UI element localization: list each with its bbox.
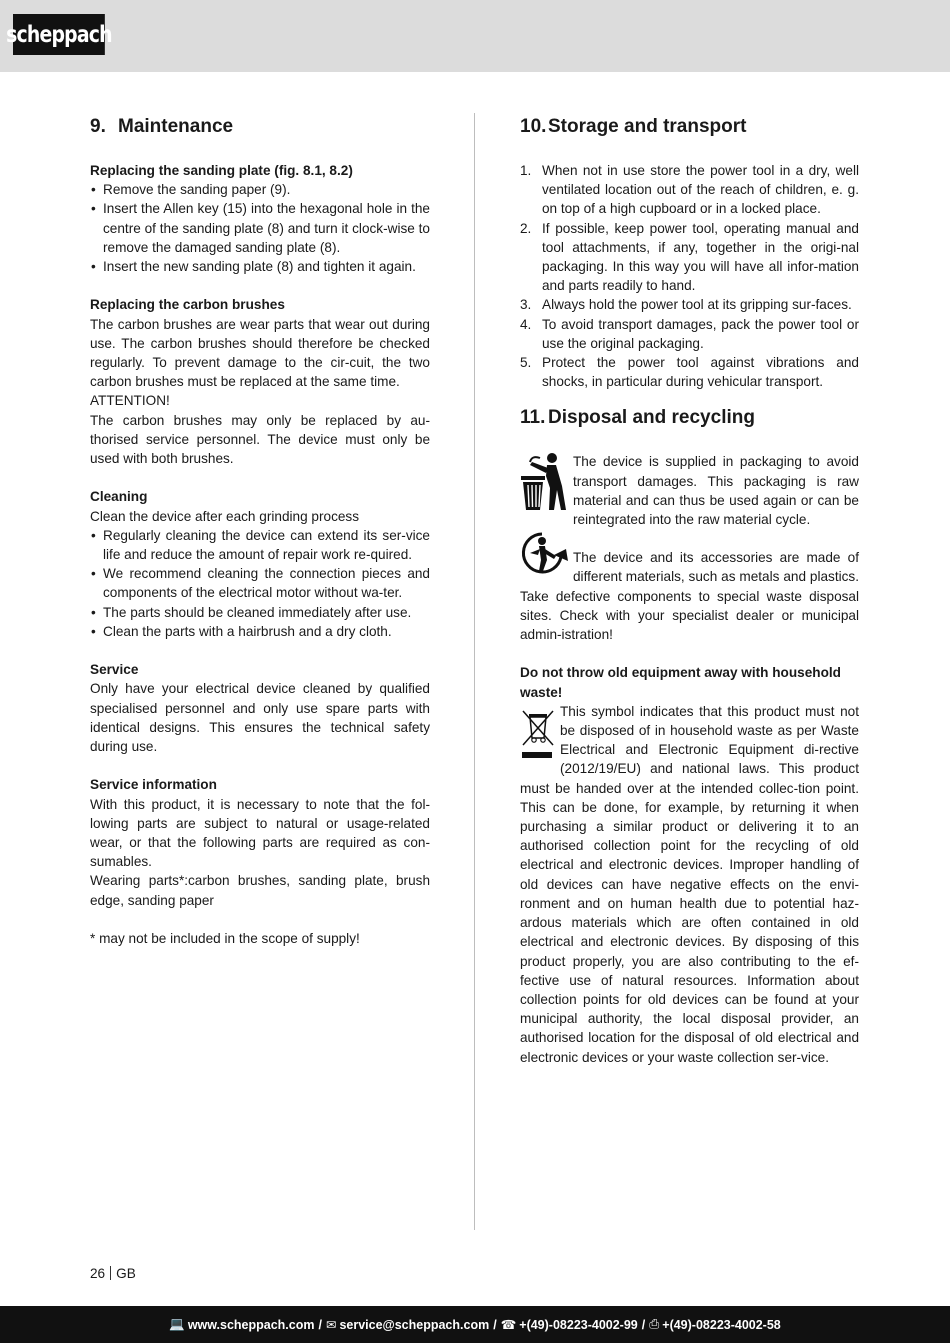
paragraph: The carbon brushes are wear parts that wear out during use. The carbon brushes should therefore be checked regularly. To prevent damage to the cir-cuit, the two carbon brushes must be replaced at the same time. bbox=[90, 316, 430, 390]
subheading-sanding-plate: Replacing the sanding plate (fig. 8.1, 8.2) bbox=[90, 163, 353, 178]
subheading-cleaning: Cleaning bbox=[90, 489, 148, 505]
list-number: 3. bbox=[520, 297, 532, 313]
list-number: 4. bbox=[520, 316, 532, 332]
materials-paragraph: The device and its accessories are made of different materials, such as metals and plastics. Take defective components to special waste disposal sites. Check with your specialist dealer or municipal admin-istration! bbox=[520, 550, 859, 643]
list-item: • The parts should be cleaned immediately after use. bbox=[90, 603, 430, 622]
paragraph: With this product, it is necessary to note that the fol-lowing parts are subject to natural or usage-related wear, or that the following parts are required as con-sumables. bbox=[90, 796, 430, 870]
list-number: 1. bbox=[520, 163, 532, 178]
paragraph: Wearing parts*:carbon brushes, sanding plate, brush edge, sanding paper bbox=[90, 873, 430, 908]
list-item: • Insert the new sanding plate (8) and tighten it again. bbox=[90, 257, 430, 276]
list-number: 2. bbox=[520, 220, 532, 236]
subheading-service: Service bbox=[90, 662, 139, 678]
section-heading-storage bbox=[520, 113, 859, 141]
list-item bbox=[520, 315, 859, 353]
list-text: Protect the power tool against vibrations and shocks, in particular during vehicular transport. bbox=[542, 355, 859, 390]
crossed-out-bin-icon bbox=[520, 705, 556, 763]
page-number bbox=[90, 1264, 136, 1283]
storage-list bbox=[520, 161, 859, 391]
footer-email[interactable]: service@scheppach.com bbox=[339, 1317, 490, 1332]
subheading-carbon-brushes: Replacing the carbon brushes bbox=[90, 297, 285, 313]
weee-paragraph: This symbol indicates that this product must not be disposed of in household waste as per Waste Electrical and Electronic Equipment di-rective (2012/19/EU) and national laws. This product must be handed over at the intended collec-tion point. This can be done, for example, by returning it when purchasing a similar product or delivering it to an authorised collection point for the recycling of old electrical and electronic devices. Improper handling of old devices can have negative effects on the envi-ronment and on human health due to potential haz-ardous materials which are often contained in old electrical and electronic devices. By disposing of this product properly, you are also contributing to the ef-fective use of natural resources. Information about collection points for old devices can be found at your municipal authority, the local disposal provider, an authorised location for the disposal of old electrical and electronic devices or your waste collection ser-vice. bbox=[520, 703, 859, 1065]
packaging-paragraph: The device is supplied in packaging to avoid transport damages. This packaging is raw material and can thus be used again or can be reintegrated into the raw material cycle. bbox=[573, 454, 859, 528]
envelope-icon: ✉ bbox=[325, 1318, 337, 1332]
section-number: 11. bbox=[520, 407, 546, 429]
list-item bbox=[520, 219, 859, 296]
list-item bbox=[520, 295, 859, 314]
section-title: Maintenance bbox=[118, 116, 234, 137]
list-item: • Regularly cleaning the device can extend its ser-vice life and reduce the amount of repair work re-quired. bbox=[90, 526, 430, 564]
paragraph: The carbon brushes may only be replaced by au-thorised service personnel. The device must only be used with both brushes. bbox=[90, 412, 430, 467]
cleaning-list bbox=[90, 526, 430, 641]
sanding-plate-steps bbox=[90, 180, 430, 276]
footer-website[interactable]: www.scheppach.com bbox=[187, 1317, 315, 1332]
page-number-value: 26 bbox=[90, 1266, 106, 1281]
footnote: * may not be included in the scope of supply! bbox=[90, 931, 360, 947]
paragraph: Clean the device after each grinding process bbox=[90, 508, 360, 524]
footer-separator: / bbox=[641, 1317, 646, 1332]
footer-contact-bar bbox=[0, 1306, 950, 1343]
list-number: 5. bbox=[520, 355, 532, 371]
section-heading-disposal bbox=[520, 404, 859, 432]
list-item: • Remove the sanding paper (9). bbox=[90, 180, 430, 199]
section-heading-maintenance bbox=[90, 113, 430, 141]
list-text: When not in use store the power tool in a dry, well ventilated location out of the reach of children, e. g. on top of a high cupboard or in a locked place. bbox=[542, 163, 859, 217]
page-language: GB bbox=[116, 1266, 136, 1281]
telephone-icon: ☎ bbox=[500, 1318, 517, 1332]
paragraph: Only have your electrical device cleaned by qualified specialised personnel and only use spare parts with identical designs. This ensures the technical safety during use. bbox=[90, 681, 430, 755]
section-title: Disposal and recycling bbox=[548, 407, 755, 429]
footer-fax: +(49)-08223-4002-58 bbox=[662, 1317, 781, 1332]
tidyman-bin-icon bbox=[520, 452, 570, 512]
list-text: To avoid transport damages, pack the power tool or use the original packaging. bbox=[542, 316, 859, 351]
page-separator bbox=[110, 1266, 111, 1280]
list-text: Always hold the power tool at its gripping sur-faces. bbox=[542, 297, 852, 313]
footer-phone[interactable]: +(49)-08223-4002-99 bbox=[519, 1317, 638, 1332]
recycling-icon bbox=[520, 531, 570, 575]
right-column bbox=[520, 113, 859, 1067]
list-item: • We recommend cleaning the connection pieces and components of the electrical motor without wa-ter. bbox=[90, 564, 430, 602]
fax-icon: ⎙ bbox=[649, 1317, 660, 1331]
subheading-service-information: Service information bbox=[90, 777, 217, 793]
column-divider bbox=[474, 113, 475, 1230]
list-item: • Clean the parts with a hairbrush and a dry cloth. bbox=[90, 622, 430, 641]
brand-logo: scheppach bbox=[13, 14, 105, 55]
section-number: 9. bbox=[90, 116, 106, 137]
list-item: • Insert the Allen key (15) into the hexagonal hole in the centre of the sanding plate (8) and turn it clock-wise to remove the damaged sanding plate (8). bbox=[90, 199, 430, 257]
left-column bbox=[90, 113, 430, 948]
list-item bbox=[520, 353, 859, 391]
section-number: 10. bbox=[520, 116, 547, 137]
list-item bbox=[520, 161, 859, 219]
footer-separator: / bbox=[493, 1317, 497, 1332]
header-band bbox=[0, 0, 950, 72]
attention-label: ATTENTION! bbox=[90, 393, 170, 409]
section-title: Storage and transport bbox=[548, 116, 747, 137]
weee-warning-heading: Do not throw old equipment away with household waste! bbox=[520, 665, 841, 700]
list-text: If possible, keep power tool, operating manual and tool attachments, if any, together in the origi-nal packaging. In this way you will have all infor-mation and parts readily to hand. bbox=[542, 220, 859, 294]
footer-separator: / bbox=[318, 1317, 322, 1332]
computer-icon: 💻 bbox=[169, 1317, 185, 1331]
